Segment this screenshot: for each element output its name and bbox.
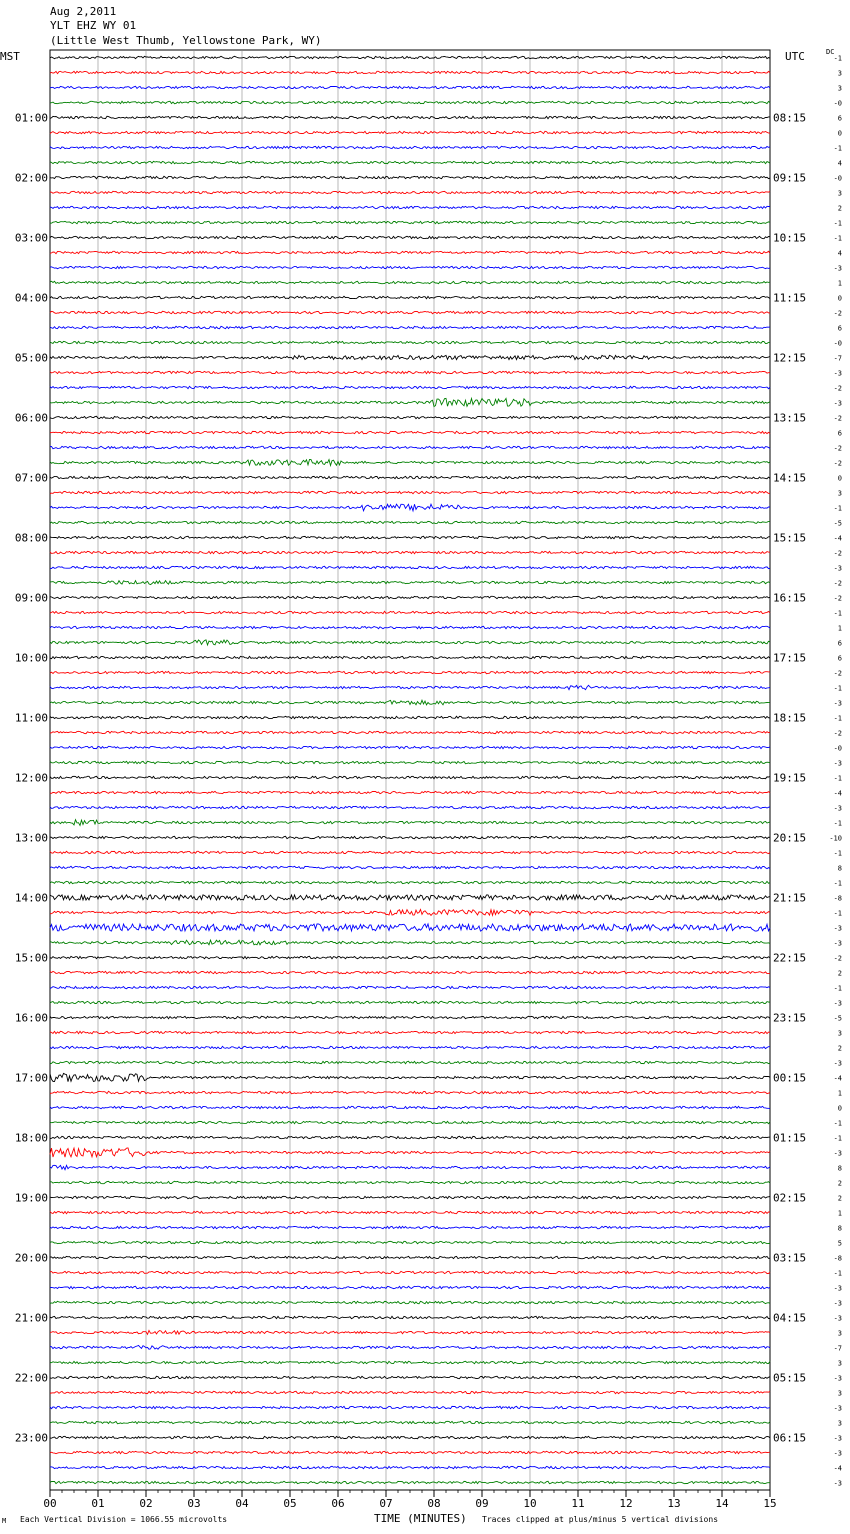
- dc-offset-label: 0: [837, 129, 842, 138]
- right-timezone-label: UTC: [785, 50, 805, 63]
- left-hour-label: 16:00: [14, 1011, 48, 1025]
- trace-line: [50, 611, 770, 613]
- dc-offset-label: -3: [833, 1434, 842, 1443]
- dc-offset-label: -1: [833, 219, 842, 228]
- trace-line: [50, 281, 770, 283]
- trace-line: [50, 1376, 770, 1378]
- trace-line: [50, 1136, 770, 1138]
- x-tick-label: 09: [475, 1497, 489, 1510]
- trace-line: [50, 716, 770, 718]
- left-hour-label: 21:00: [14, 1311, 48, 1325]
- dc-offset-label: -3: [833, 264, 842, 273]
- right-hour-label: 15:15: [773, 531, 807, 545]
- trace-line: [50, 1256, 770, 1258]
- dc-offset-label: -3: [833, 1404, 842, 1413]
- dc-offset-label: -4: [833, 789, 842, 798]
- dc-offset-label: 2: [837, 1044, 842, 1053]
- trace-line: [50, 1301, 770, 1303]
- chart-subtitle: (Little West Thumb, Yellowstone Park, WY): [50, 34, 322, 47]
- right-hour-label: 12:15: [773, 351, 807, 365]
- left-hour-label: 01:00: [14, 111, 48, 125]
- trace-line: [50, 551, 770, 553]
- dc-offset-label: 2: [837, 204, 842, 213]
- trace-line: [50, 1226, 770, 1228]
- dc-offset-label: -3: [833, 369, 842, 378]
- dc-offset-label: -1: [833, 144, 842, 153]
- right-hour-label: 20:15: [773, 831, 807, 845]
- left-hour-label: 12:00: [14, 771, 48, 785]
- right-hour-label: 09:15: [773, 171, 807, 185]
- left-hour-label: 08:00: [14, 531, 48, 545]
- x-tick-label: 06: [331, 1497, 345, 1510]
- trace-line: [50, 746, 770, 748]
- trace-line: [50, 221, 770, 223]
- dc-offset-label: 6: [837, 654, 842, 663]
- trace-line: [50, 1073, 770, 1081]
- dc-offset-label: 6: [837, 639, 842, 648]
- trace-line: [50, 476, 770, 478]
- trace-line: [50, 236, 770, 238]
- trace-line: [50, 1330, 770, 1334]
- dc-offset-label: 2: [837, 969, 842, 978]
- right-hour-label: 02:15: [773, 1191, 807, 1205]
- trace-line: [50, 1406, 770, 1408]
- dc-offset-label: -3: [833, 1284, 842, 1293]
- dc-offset-label: -7: [833, 354, 842, 363]
- x-tick-label: 12: [619, 1497, 633, 1510]
- x-tick-label: 05: [283, 1497, 297, 1510]
- right-hour-label: 04:15: [773, 1311, 807, 1325]
- trace-line: [50, 640, 770, 645]
- dc-offset-label: -1: [833, 774, 842, 783]
- dc-offset-label: -3: [833, 1479, 842, 1488]
- dc-offset-label: -5: [833, 519, 842, 528]
- scale-note: Each Vertical Division = 1066.55 microvolts: [20, 1515, 228, 1524]
- trace-line: [50, 116, 770, 118]
- trace-line: [50, 371, 770, 373]
- dc-offset-label: 2: [837, 1194, 842, 1203]
- trace-line: [50, 1211, 770, 1213]
- trace-line: [50, 656, 770, 658]
- left-hour-label: 20:00: [14, 1251, 48, 1265]
- dc-offset-label: -3: [833, 1299, 842, 1308]
- right-hour-label: 18:15: [773, 711, 807, 725]
- dc-offset-label: -3: [833, 999, 842, 1008]
- dc-offset-label: -2: [833, 309, 842, 318]
- chart-date: Aug 2,2011: [50, 5, 117, 18]
- trace-line: [50, 1481, 770, 1483]
- dc-offset-label: -1: [833, 849, 842, 858]
- dc-offset-label: 6: [837, 114, 842, 123]
- trace-line: [50, 1181, 770, 1183]
- trace-line: [50, 491, 770, 493]
- dc-offset-label: 1: [837, 624, 842, 633]
- right-hour-label: 17:15: [773, 651, 807, 665]
- left-hour-label: 10:00: [14, 651, 48, 665]
- right-hour-label: 14:15: [773, 471, 807, 485]
- x-tick-label: 04: [235, 1497, 249, 1510]
- dc-offset-label: -3: [833, 1374, 842, 1383]
- dc-offset-label: -4: [833, 1074, 842, 1083]
- dc-offset-label: 5: [837, 1239, 842, 1248]
- left-hour-label: 03:00: [14, 231, 48, 245]
- dc-offset-label: 6: [837, 324, 842, 333]
- dc-offset-label: -1: [833, 504, 842, 513]
- trace-line: [50, 101, 770, 103]
- right-hour-label: 01:15: [773, 1131, 807, 1145]
- trace-line: [50, 176, 770, 178]
- trace-line: [50, 1451, 770, 1453]
- trace-line: [50, 1361, 770, 1363]
- trace-line: [50, 761, 770, 763]
- trace-line: [50, 776, 770, 778]
- x-tick-label: 02: [139, 1497, 153, 1510]
- trace-line: [50, 311, 770, 313]
- dc-offset-label: 1: [837, 1089, 842, 1098]
- trace-line: [50, 626, 770, 628]
- trace-line: [50, 341, 770, 343]
- trace-line: [50, 161, 770, 163]
- trace-line: [50, 1316, 770, 1318]
- trace-line: [50, 326, 770, 328]
- trace-line: [50, 895, 770, 900]
- dc-offset-label: -2: [833, 459, 842, 468]
- right-hour-label: 21:15: [773, 891, 807, 905]
- trace-line: [50, 940, 770, 945]
- trace-line: [50, 431, 770, 433]
- trace-line: [50, 131, 770, 133]
- dc-offset-label: -8: [833, 1254, 842, 1263]
- left-hour-label: 17:00: [14, 1071, 48, 1085]
- right-hour-label: 08:15: [773, 111, 807, 125]
- trace-line: [50, 1001, 770, 1003]
- dc-offset-label: 3: [837, 1419, 842, 1428]
- right-hour-label: 00:15: [773, 1071, 807, 1085]
- dc-offset-label: -2: [833, 669, 842, 678]
- dc-offset-label: 3: [837, 1329, 842, 1338]
- trace-line: [50, 806, 770, 808]
- trace-line: [50, 924, 770, 931]
- dc-offset-label: -4: [833, 1464, 842, 1473]
- dc-offset-label: 3: [837, 1389, 842, 1398]
- dc-offset-label: -8: [833, 894, 842, 903]
- dc-offset-label: -3: [833, 1314, 842, 1323]
- dc-offset-label: -3: [833, 1059, 842, 1068]
- dc-offset-label: 3: [837, 84, 842, 93]
- dc-offset-label: -2: [833, 384, 842, 393]
- dc-offset-label: -1: [833, 909, 842, 918]
- dc-offset-label: 3: [837, 189, 842, 198]
- trace-line: [50, 504, 770, 511]
- trace-line: [50, 910, 770, 916]
- left-hour-label: 07:00: [14, 471, 48, 485]
- left-hour-label: 05:00: [14, 351, 48, 365]
- trace-line: [50, 71, 770, 73]
- dc-offset-label: -0: [833, 744, 842, 753]
- chart-title: YLT EHZ WY 01: [50, 19, 137, 32]
- trace-line: [50, 416, 770, 418]
- trace-line: [50, 86, 770, 88]
- x-tick-label: 14: [715, 1497, 729, 1510]
- dc-offset-label: -3: [833, 759, 842, 768]
- trace-line: [50, 566, 770, 568]
- dc-offset-label: -1: [833, 234, 842, 243]
- trace-line: [50, 296, 770, 298]
- left-hour-label: 15:00: [14, 951, 48, 965]
- dc-offset-label: 8: [837, 864, 842, 873]
- right-hour-label: 16:15: [773, 591, 807, 605]
- dc-offset-label: -3: [833, 699, 842, 708]
- dc-offset-label: -1: [833, 984, 842, 993]
- dc-offset-label: -4: [833, 534, 842, 543]
- trace-line: [50, 956, 770, 958]
- trace-line: [50, 820, 770, 826]
- x-axis-label: TIME (MINUTES): [374, 1512, 467, 1525]
- dc-offset-label: 0: [837, 474, 842, 483]
- x-tick-label: 07: [379, 1497, 393, 1510]
- trace-line: [50, 1061, 770, 1063]
- dc-offset-label: -0: [833, 339, 842, 348]
- trace-line: [50, 1345, 770, 1349]
- trace-line: [50, 1121, 770, 1123]
- dc-offset-label: -3: [833, 939, 842, 948]
- trace-line: [50, 1196, 770, 1198]
- dc-offset-label: 8: [837, 1164, 842, 1173]
- trace-line: [50, 191, 770, 193]
- x-tick-label: 11: [571, 1497, 585, 1510]
- trace-line: [50, 791, 770, 793]
- dc-offset-label: 0: [837, 1104, 842, 1113]
- dc-offset-label: -3: [833, 399, 842, 408]
- footer-mark: M: [2, 1517, 7, 1525]
- dc-offset-label: -1: [833, 609, 842, 618]
- trace-line: [50, 1466, 770, 1468]
- dc-offset-label: -2: [833, 579, 842, 588]
- dc-offset-label: -3: [833, 564, 842, 573]
- dc-offset-label: -3: [833, 1449, 842, 1458]
- dc-offset-label: -10: [829, 834, 842, 843]
- dc-offset-label: -3: [833, 924, 842, 933]
- left-hour-label: 06:00: [14, 411, 48, 425]
- dc-offset-label: 3: [837, 1359, 842, 1368]
- trace-line: [50, 56, 770, 58]
- trace-line: [50, 1436, 770, 1438]
- trace-line: [50, 1391, 770, 1393]
- left-hour-label: 04:00: [14, 291, 48, 305]
- dc-offset-label: -1: [833, 684, 842, 693]
- x-tick-label: 01: [91, 1497, 105, 1510]
- trace-line: [50, 1091, 770, 1093]
- left-hour-label: 18:00: [14, 1131, 48, 1145]
- trace-line: [50, 1046, 770, 1048]
- trace-line: [50, 1286, 770, 1288]
- trace-line: [50, 206, 770, 208]
- right-hour-label: 22:15: [773, 951, 807, 965]
- dc-offset-label: 2: [837, 1179, 842, 1188]
- trace-line: [50, 1165, 770, 1169]
- trace-line: [50, 251, 770, 253]
- trace-line: [50, 1106, 770, 1108]
- trace-line: [50, 836, 770, 838]
- dc-offset-label: -2: [833, 414, 842, 423]
- left-hour-label: 02:00: [14, 171, 48, 185]
- trace-line: [50, 398, 770, 406]
- right-hour-label: 05:15: [773, 1371, 807, 1385]
- right-hour-label: 10:15: [773, 231, 807, 245]
- trace-line: [50, 266, 770, 268]
- x-tick-label: 13: [667, 1497, 681, 1510]
- trace-line: [50, 1016, 770, 1018]
- trace-line: [50, 731, 770, 733]
- trace-line: [50, 851, 770, 853]
- trace-line: [50, 460, 770, 466]
- right-hour-label: 03:15: [773, 1251, 807, 1265]
- dc-offset-label: -2: [833, 729, 842, 738]
- trace-line: [50, 986, 770, 988]
- dc-offset-label: -1: [833, 1269, 842, 1278]
- dc-offset-label: -7: [833, 1344, 842, 1353]
- trace-line: [50, 671, 770, 673]
- dc-offset-label: -2: [833, 954, 842, 963]
- right-hour-label: 13:15: [773, 411, 807, 425]
- trace-line: [50, 146, 770, 148]
- dc-offset-label: -3: [833, 804, 842, 813]
- trace-line: [50, 866, 770, 868]
- left-hour-label: 22:00: [14, 1371, 48, 1385]
- dc-offset-label: -2: [833, 594, 842, 603]
- clip-note: Traces clipped at plus/minus 5 vertical divisions: [482, 1515, 719, 1524]
- dc-offset-label: 4: [837, 159, 842, 168]
- trace-line: [50, 596, 770, 598]
- dc-offset-label: -1: [833, 819, 842, 828]
- dc-offset-label: -2: [833, 444, 842, 453]
- x-tick-label: 15: [763, 1497, 777, 1510]
- x-tick-label: 03: [187, 1497, 201, 1510]
- x-tick-label: 10: [523, 1497, 537, 1510]
- left-hour-label: 23:00: [14, 1431, 48, 1445]
- trace-line: [50, 971, 770, 973]
- dc-offset-label: -1: [833, 54, 842, 63]
- right-hour-label: 11:15: [773, 291, 807, 305]
- trace-line: [50, 581, 770, 585]
- left-hour-label: 13:00: [14, 831, 48, 845]
- dc-offset-label: 3: [837, 69, 842, 78]
- dc-offset-label: -0: [833, 99, 842, 108]
- left-hour-label: 14:00: [14, 891, 48, 905]
- trace-line: [50, 881, 770, 883]
- dc-offset-label: 8: [837, 1224, 842, 1233]
- trace-line: [50, 700, 770, 705]
- right-hour-label: 23:15: [773, 1011, 807, 1025]
- trace-line: [50, 446, 770, 448]
- trace-line: [50, 1271, 770, 1273]
- dc-offset-label: -5: [833, 1014, 842, 1023]
- dc-offset-label: -0: [833, 174, 842, 183]
- trace-line: [50, 386, 770, 388]
- dc-offset-label: -2: [833, 549, 842, 558]
- trace-line: [50, 1421, 770, 1423]
- dc-offset-label: 4: [837, 249, 842, 258]
- trace-line: [50, 521, 770, 523]
- dc-offset-label: -1: [833, 714, 842, 723]
- dc-offset-label: -1: [833, 879, 842, 888]
- trace-line: [50, 536, 770, 538]
- trace-line: [50, 1031, 770, 1033]
- dc-offset-label: 6: [837, 429, 842, 438]
- left-hour-label: 09:00: [14, 591, 48, 605]
- dc-offset-label: 3: [837, 1029, 842, 1038]
- left-timezone-label: MST: [0, 50, 20, 63]
- dc-offset-label: 3: [837, 489, 842, 498]
- dc-offset-label: -1: [833, 1134, 842, 1143]
- dc-offset-label: -1: [833, 1119, 842, 1128]
- left-hour-label: 11:00: [14, 711, 48, 725]
- trace-line: [50, 355, 770, 359]
- x-tick-label: 00: [43, 1497, 57, 1510]
- dc-header-label: DC: [826, 48, 835, 56]
- x-tick-label: 08: [427, 1497, 441, 1510]
- dc-offset-label: 1: [837, 279, 842, 288]
- trace-line: [50, 1148, 770, 1157]
- dc-offset-label: -3: [833, 1149, 842, 1158]
- trace-line: [50, 1241, 770, 1243]
- right-hour-label: 19:15: [773, 771, 807, 785]
- dc-offset-label: 1: [837, 1209, 842, 1218]
- trace-line: [50, 685, 770, 689]
- dc-offset-label: 0: [837, 294, 842, 303]
- left-hour-label: 19:00: [14, 1191, 48, 1205]
- right-hour-label: 06:15: [773, 1431, 807, 1445]
